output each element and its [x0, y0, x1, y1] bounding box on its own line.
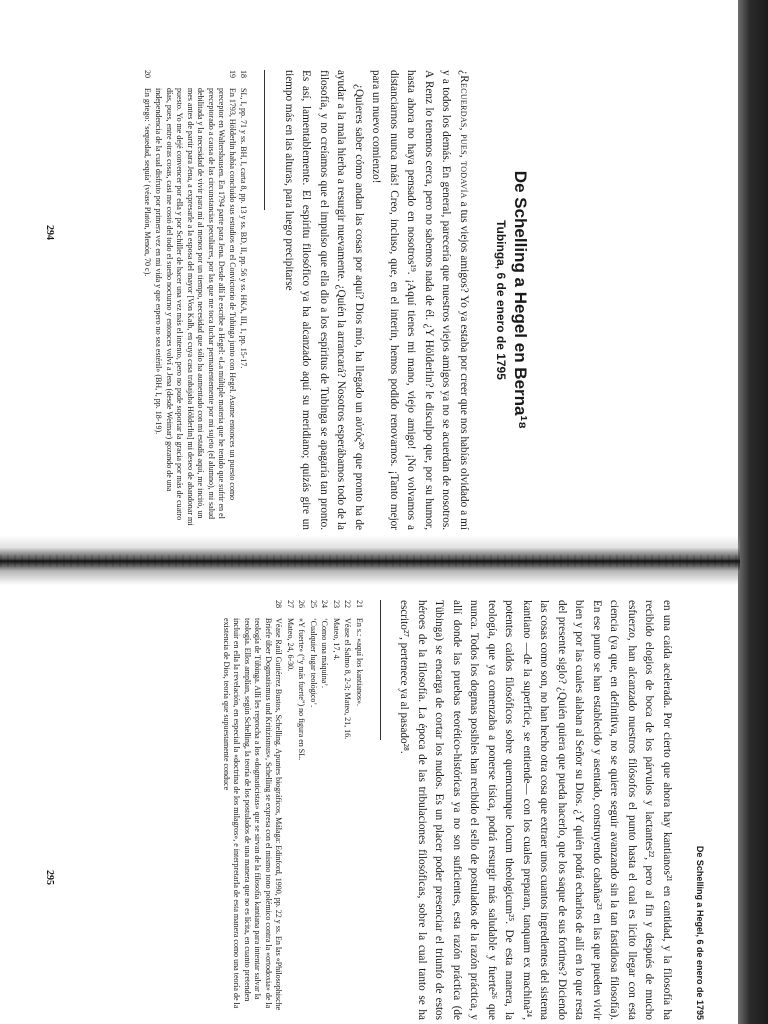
footnote-number: 27	[286, 600, 295, 608]
right-page	[65, 600, 705, 1020]
footnote-text: Mateo, 24, 6-30.	[286, 618, 295, 672]
footnote	[221, 600, 284, 1020]
page-number-left: 294	[44, 225, 55, 240]
footnote	[153, 70, 237, 530]
footnote-text: En s.: «aquí los kantianos».	[355, 618, 364, 706]
footnote-number: 23	[332, 600, 341, 608]
letter-date: Tubinga, 6 de enero de 1795	[494, 220, 508, 380]
footnote-text: Véase Raúl Gutiérrez Bustos, Schelling. Apuntes biográficos, Málaga: Edinford, 1990, pp. 22 y ss. En las «Philosophische Briefe über Dogmatismus und Kritizismus», Schelling se expresa con el mismo tono polémico contra la «ortodoxia» de la teología de Tübinga. Allí les reprocha a los «dogmaticistas» que se sirvan de la filosofía kantiana para intentar salvar la teología. Ellos amplían, según Schelling, la teoría de los postulados de una manera que no es lícita, en cuanto pretenden incluir en ella la revelación, en especial la «doctrina de los milagros», e interpretarla de esta manera como una teoría de la existencia de Dios, teoría que supuestamente conduce	[222, 618, 284, 1011]
footnote-text: Mateo, 17, 4.	[332, 618, 341, 661]
page-number-right: 295	[44, 870, 55, 885]
footnote-text: SL, I, pp. 71 y ss. BH, I, carta 8, pp. 13 y ss. BD, II, pp. 56 y ss. HKA, III, 1, pp. 15-17.	[239, 88, 249, 369]
right-footnotes	[221, 600, 365, 1020]
footnote	[296, 600, 307, 1020]
footnote-rule	[265, 70, 266, 210]
scanner-edge	[738, 0, 768, 1024]
right-page-body	[395, 600, 675, 1020]
footnote-text: «Y fuerte» (“y más fuerte”) no figura en SL.	[297, 618, 307, 761]
footnote	[285, 600, 296, 1020]
footnote	[319, 600, 330, 1020]
paragraph: ¿Quieres saber cómo andan las cosas por aquí? Dios mío, ha llegado un aὐτός²⁰ que pronto ha de ayudar a la mala hierba a resurgir nuevamente. ¿Quién la arrancará? Nosotros esperábamos todo de la filosofía, y no creíamos que el impulso que ella dio a los espíritus de Tubinga se apagaría tan pronto. Es así, lamentablemente. El espíritu filosófico ya ha alcanzado aquí su meridiano; quizás gire un tiempo más en las alturas, para luego precipitarse	[283, 70, 365, 530]
opening-words: ¿Recuerdas, pues, todavía	[458, 70, 470, 199]
footnote-text: Véase el Salmo 8, 2-3; Mateo, 21, 16.	[343, 618, 353, 740]
left-page	[80, 70, 530, 530]
footnote-text: ‘Como una máquina’.	[320, 618, 330, 688]
footnote-number: 24	[320, 600, 330, 608]
footnote-number: 26	[297, 600, 307, 608]
footnote-number: 20	[143, 70, 152, 78]
paragraph-text: a tus viejos amigos? Yo ya estaba por creer que nos habías olvidado a mí y a todos los demás. En general, parecería que nuestros viejos amigos ya no se acuerdan de nosotros. A Renz lo tenemos cerca, pero no sabemos nada de él. ¿Y Hölderlin? le disculpo que, por su humor, hasta ahora no haya pensado en nosotros¹⁹. ¡Aquí tienes mi mano, viejo amigo! ¡No volvamos a distanciarnos nunca más! Creo, incluso, que, en el interin, hemos podido renovarnos. ¡Tanto mejor para un nuevo comienzo!	[370, 70, 470, 530]
footnote	[308, 600, 319, 1020]
footnote-number: 21	[355, 600, 364, 608]
gutter-texture	[0, 555, 740, 567]
left-page-body	[280, 70, 473, 530]
running-head: De Schelling a Hegel, 6 de enero de 1795	[695, 845, 705, 1020]
footnote-number: 28	[274, 600, 284, 608]
footnote	[331, 600, 342, 1020]
footnote-number: 22	[343, 600, 353, 608]
footnote	[142, 70, 153, 530]
footnote-text: En griego: ‘sequedad, sequía’ (véase Platón, Menón, 70 c).	[143, 88, 152, 277]
footnote	[354, 600, 365, 1020]
footnote-number: 18	[239, 70, 249, 78]
footnote-number: 25	[309, 600, 318, 608]
footnote-number: 19	[228, 70, 237, 78]
left-footnotes	[142, 70, 249, 530]
footnote	[342, 600, 353, 1020]
paragraph: en una caída acelerada. Por cierto que ahora hay kantianos²¹ en cantidad, y la filosofía ha recibido elogios de boca de los párvulos y lactantes²², pero al fin y después de mucho esfuerzo, han alcanzado nuestros filósofos el punto hasta el cual es lícito llegar con esta ciencia (ya que, en definitiva, no se quiere seguir avanzando sin la tan fastidiosa filosofía). En ese punto se han establecido y asentado, construyendo cabañas²³ en las que pueden vivir bien y por las cuales alaban al Señor su Dios. ¿Y quién podrá echarlos de allí en lo que resta del presente siglo? ¿Quién quiera que pueda hacerlo, que los saque de sus fortines? Diciendo las cosas como son, no han hecho otra cosa que extraer unos cuantos ingredientes del sistema kantiano —de la superficie, se entiende— con los cuales preparan, tanquam ex machina²⁴, potentes caldos filosóficos sobre quemcumque locum theologicum²⁵. De esta manera, la teología, que ya comenzaba a ponerse tísica, podrá resurgir más saludable y fuerte²⁶ que nunca. Todos los dogmas posibles han recibido el sello de postulados de la razón práctica, y allí donde las pruebas teorético-históricas ya no son suficientes, esta razón práctica (de Tübinga) se encarga de cortar los nudos. Es un placer poder presenciar el triunfo de estos héroes de la filosofía. La época de las tribulaciones filosóficas, sobre la cual tanto se ha escrito²⁷, pertenece ya al pasado²⁸.	[398, 600, 673, 1020]
letter-title: De Schelling a Hegel en Berna¹⁸	[511, 170, 530, 430]
footnote-text: ‘Cualquier lugar teológico’.	[309, 618, 318, 708]
footnote	[238, 70, 249, 530]
paragraph	[367, 70, 472, 530]
footnote-text: En 1793, Hölderlin había concluido sus estudios en el Convictorio de Tubinga junto con Hegel. Asume entonces un puesto como preceptor en Waltershausen. En 1794 parte para Jena. Desde allí le escribe a Hegel: «La múltiple materia que he tenido que sufrir en el preceptorado a causa de las circunstancias peculiares, por las que me toca luchar permanentemente por mi sujeto (el alumno), mi salud debilitada y la necesidad de vivir para mí al menos por un tiempo, necesidad que sólo ha aumentado con mi estadía aquí, me incitó, un mes antes de partir para Jena, a expresarle a la esposa del mayor [Von Kalb, en cuya casa trabajaba Hölderlin] mi deseo de abandonar mi puesto. Yo me dejé convencer por ella y por Schiller de hacer una vez más el intento, pero no pude soportar la gracia por más de cuatro días, pues, entre otras cosas, casi me costó del todo el sueño nocturno y entonces volví a Jena (desde Weimar) gozando de una independencia de la cual disfruto por primera vez en mi vida y que espero no sea estéril» (BH, I, pp. 18-19).	[154, 88, 237, 526]
footnote-rule	[380, 600, 381, 740]
